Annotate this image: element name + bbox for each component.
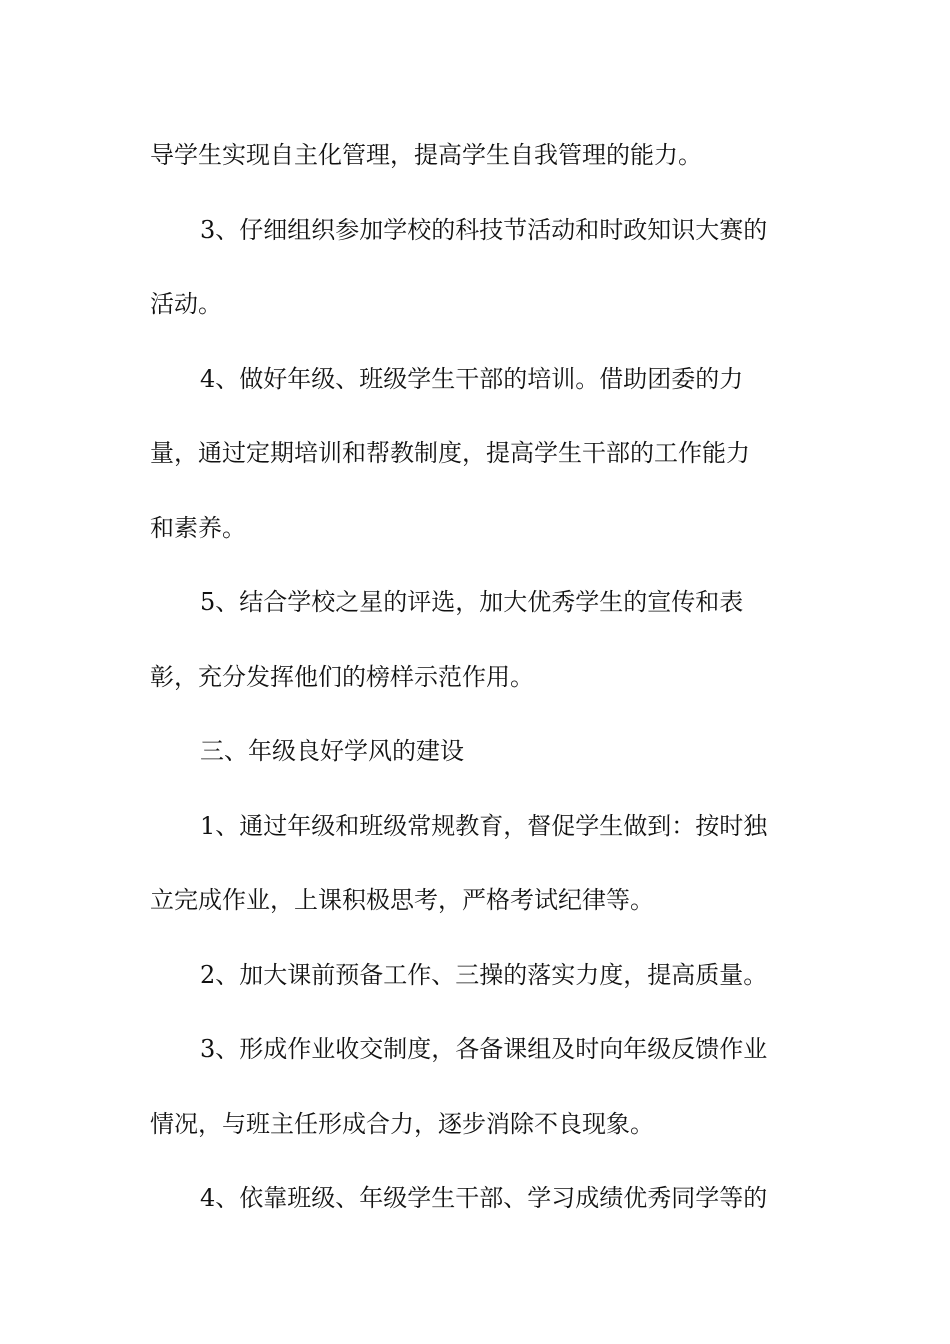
text-line-1: 导学生实现自主化管理，提高学生自我管理的能力。 bbox=[150, 141, 702, 169]
text-line-10: 1、通过年级和班级常规教育，督促学生做到：按时独 bbox=[200, 811, 768, 840]
text-line-12: 2、加大课前预备工作、三操的落实力度，提高质量。 bbox=[200, 960, 768, 989]
text-line-5: 量，通过定期培训和帮教制度，提高学生干部的工作能力 bbox=[150, 439, 750, 467]
text-line-3: 活动。 bbox=[150, 290, 222, 318]
text-line-8: 彰，充分发挥他们的榜样示范作用。 bbox=[150, 662, 534, 691]
text-line-7: 5、结合学校之星的评选，加大优秀学生的宣传和表 bbox=[200, 588, 744, 616]
text-line-4: 4、做好年级、班级学生干部的培训。借助团委的力 bbox=[200, 364, 744, 393]
text-line-6: 和素养。 bbox=[150, 513, 246, 542]
text-line-2: 3、仔细组织参加学校的科技节活动和时政知识大赛的 bbox=[200, 215, 768, 244]
text-line-15: 4、依靠班级、年级学生干部、学习成绩优秀同学等的 bbox=[200, 1184, 768, 1212]
text-line-11: 立完成作业，上课积极思考，严格考试纪律等。 bbox=[150, 886, 654, 914]
text-line-13: 3、形成作业收交制度，各备课组及时向年级反馈作业 bbox=[200, 1035, 768, 1063]
document-body bbox=[150, 118, 810, 1236]
text-line-14: 情况，与班主任形成合力，逐步消除不良现象。 bbox=[150, 1109, 654, 1138]
section-heading: 三、年级良好学风的建设 bbox=[200, 737, 464, 765]
